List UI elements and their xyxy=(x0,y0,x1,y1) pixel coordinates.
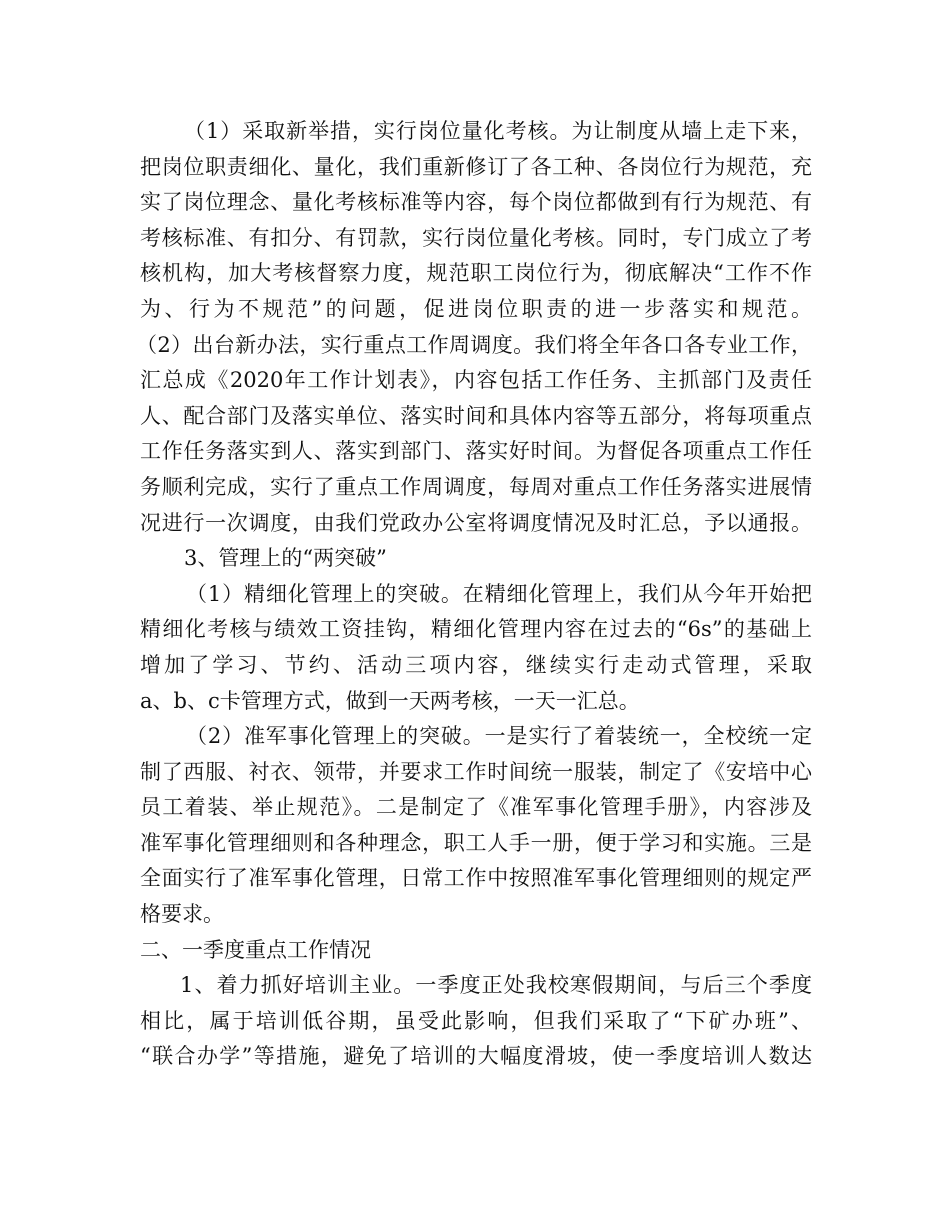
text-line: 精细化考核与绩效工资挂钩，精细化管理内容在过去的“6s”的基础上 xyxy=(140,617,812,642)
text-line: 把岗位职责细化、量化，我们重新修订了各工种、各岗位行为规范，充 xyxy=(140,154,812,179)
text-line: 务顺利完成，实行了重点工作周调度，每周对重点工作任务落实进展情 xyxy=(140,474,812,499)
text-line: （1）采取新举措，实行岗位量化考核。为让制度从墙上走下来， xyxy=(184,119,812,143)
text-line: a、b、c卡管理方式，做到一天两考核，一天一汇总。 xyxy=(140,688,640,713)
text-line: 制了西服、衬衣、领带，并要求工作时间统一服装，制定了《安培中心 xyxy=(140,759,812,784)
text-line: 为、行为不规范”的问题，促进岗位职责的进一步落实和规范。 xyxy=(140,296,812,321)
text-line: 相比，属于培训低谷期，虽受此影响，但我们采取了“下矿办班”、 xyxy=(140,1008,812,1033)
text-line: 员工着装、举止规范》。二是制定了《准军事化管理手册》，内容涉及 xyxy=(140,795,812,820)
text-line: 核机构，加大考核督察力度，规范职工岗位行为，彻底解决“工作不作 xyxy=(140,261,812,286)
text-line: 人、配合部门及落实单位、落实时间和具体内容等五部分，将每项重点 xyxy=(140,403,812,428)
text-line: （1）精细化管理上的突破。在精细化管理上，我们从今年开始把 xyxy=(186,581,812,606)
text-line: 3、管理上的“两突破” xyxy=(184,546,387,571)
text-line: （2）出台新办法，实行重点工作周调度。我们将全年各口各专业工作， xyxy=(136,332,812,357)
text-line: 1、着力抓好培训主业。一季度正处我校寒假期间，与后三个季度 xyxy=(180,973,812,998)
text-line: 实了岗位理念、量化考核标准等内容，每个岗位都做到有行为规范、有 xyxy=(140,190,812,215)
text-line: 考核标准、有扣分、有罚款，实行岗位量化考核。同时，专门成立了考 xyxy=(140,225,812,250)
text-line: （2）准军事化管理上的突破。一是实行了着装统一，全校统一定 xyxy=(186,724,812,749)
text-line: 全面实行了准军事化管理，日常工作中按照准军事化管理细则的规定严 xyxy=(140,866,812,891)
text-line: 况进行一次调度，由我们党政办公室将调度情况及时汇总，予以通报。 xyxy=(140,510,812,535)
text-line: 准军事化管理细则和各种理念，职工人手一册，便于学习和实施。三是 xyxy=(140,830,812,855)
text-line: 汇总成《2020年工作计划表》，内容包括工作任务、主抓部门及责任 xyxy=(140,368,812,393)
text-line: “联合办学”等措施，避免了培训的大幅度滑坡，使一季度培训人数达 xyxy=(140,1044,812,1069)
document-page xyxy=(136,114,812,1075)
text-line: 工作任务落实到人、落实到部门、落实好时间。为督促各项重点工作任 xyxy=(140,439,812,464)
text-line: 二、一季度重点工作情况 xyxy=(140,937,371,962)
text-line: 格要求。 xyxy=(140,902,224,927)
text-line: 增加了学习、节约、活动三项内容，继续实行走动式管理，采取 xyxy=(140,652,812,677)
